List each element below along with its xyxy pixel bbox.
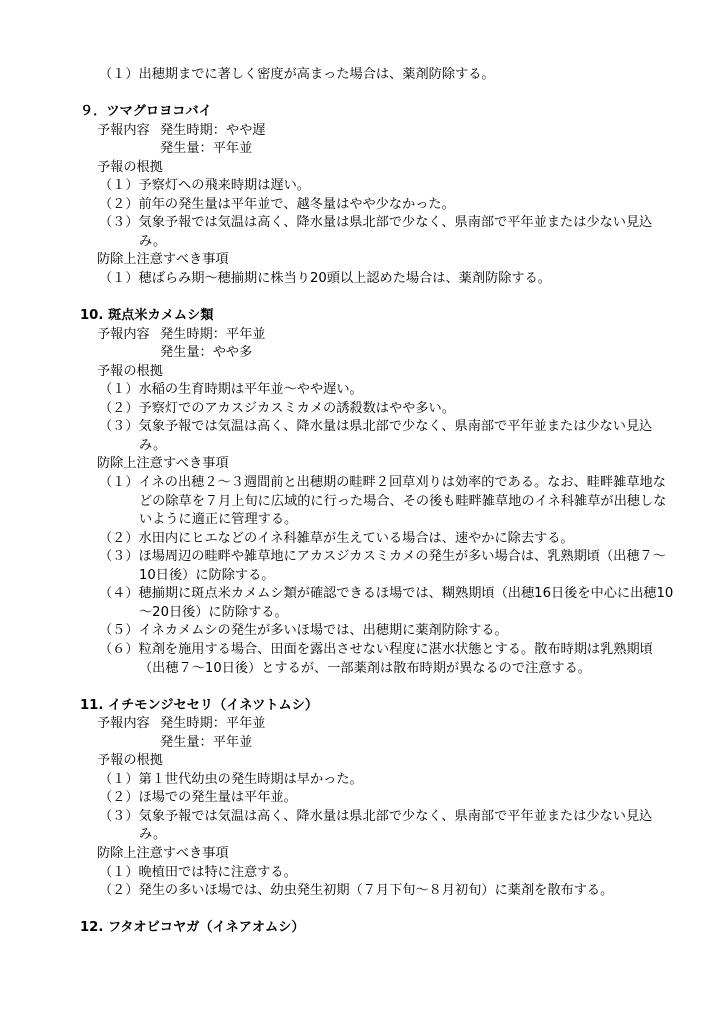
list-item-text: （１）晩植田では特に注意する。 — [99, 864, 297, 880]
list-item-text: （２）ほ場での発生量は平年並。 — [99, 790, 297, 806]
forecast-timing: 発生時期：やや遅 — [160, 122, 266, 138]
list-item — [0, 585, 724, 622]
forecast-row — [0, 715, 724, 734]
list-item — [0, 214, 724, 251]
forecast-timing: 発生時期：平年並 — [160, 716, 266, 732]
list-item — [0, 177, 724, 196]
list-item — [0, 641, 724, 678]
section — [0, 919, 724, 938]
list-item-text: （１）予察灯への飛来時期は遅い。 — [99, 178, 310, 194]
list-item — [0, 864, 724, 883]
list-item-text: （１）出穂期までに著しく密度が高まった場合は、薬剤防除する。 — [99, 67, 495, 82]
list-item-continuation: み。 — [139, 233, 167, 249]
list-item-text: （３）気象予報では気温は高く、降水量は県北部で少なく、県南部で平年並または少ない見込 — [99, 419, 653, 435]
list-item-text: （４）穂揃期に斑点米カメムシ類が確認できるほ場では、糊熟期頃（出穂16日後を中心に出穂10 — [99, 586, 674, 602]
list-item-text: （２）予察灯でのアカスジカスミカメの誘殺数はやや多い。 — [99, 400, 455, 416]
basis-heading: 予報の根拠 — [97, 753, 163, 769]
list-item-text: （３）気象予報では気温は高く、降水量は県北部で少なく、県南部で平年並または少ない見込 — [99, 215, 653, 231]
section-heading: 12. フタオビコヤガ（イネアオムシ） — [80, 920, 305, 936]
list-item-text: （１）第１世代幼虫の発生時期は早かった。 — [99, 771, 363, 787]
list-item-continuation: み。 — [139, 827, 167, 843]
list-item-text: （６）粒剤を施用する場合、田面を露出させない程度に湛水状態とする。散布時期は乳熟期頃 — [99, 641, 653, 657]
list-item-text: （１）イネの出穂２～３週間前と出穂期の畦畔２回草刈りは効率的である。なお、畦畔雑草地な — [99, 475, 666, 491]
forecast-row — [0, 326, 724, 345]
section — [0, 307, 724, 678]
forecast-row — [0, 122, 724, 141]
list-item — [0, 622, 724, 641]
section-heading: ９．ツマグロヨコバイ — [80, 104, 212, 120]
list-item-text: （３）ほ場周辺の畦畔や雑草地にアカスジカスミカメの発生が多い場合は、乳熟期頃（出穂７～ — [99, 549, 666, 565]
forecast-label: 予報内容 — [97, 122, 150, 138]
section — [0, 697, 724, 901]
list-item — [0, 400, 724, 419]
list-item-continuation: み。 — [139, 437, 167, 453]
list-item-text: （３）気象予報では気温は高く、降水量は県北部で少なく、県南部で平年並または少ない見込 — [99, 808, 653, 824]
control-heading: 防除上注意すべき事項 — [97, 845, 229, 861]
list-item-text: （２）前年の発生量は平年並で、越冬量はやや少なかった。 — [99, 196, 455, 212]
list-item-text: （１）水稲の生育時期は平年並～やや遅い。 — [99, 382, 363, 398]
basis-heading: 予報の根拠 — [97, 159, 163, 175]
continued-item — [0, 66, 724, 85]
list-item — [0, 771, 724, 790]
forecast-label: 予報内容 — [97, 326, 150, 342]
list-item-continuation: （出穂７～10日後）とするが、一部薬剤は散布時期が異なるので注意する。 — [139, 660, 591, 676]
section — [0, 103, 724, 288]
list-item — [0, 789, 724, 808]
list-item — [0, 196, 724, 215]
control-heading: 防除上注意すべき事項 — [97, 456, 229, 472]
forecast-amount: 発生量：平年並 — [160, 734, 253, 750]
list-item — [0, 808, 724, 845]
list-item-continuation: 10日後）に防除する。 — [139, 567, 275, 583]
control-heading: 防除上注意すべき事項 — [97, 252, 229, 268]
list-item-text: （５）イネカメムシの発生が多いほ場では、出穂期に薬剤防除する。 — [99, 623, 508, 639]
list-item-continuation: どの除草を７月上旬に広域的に行った場合、その後も畦畔雑草地のイネ科雑草が出穂しな — [139, 493, 667, 509]
list-item — [0, 882, 724, 901]
list-item — [0, 418, 724, 455]
list-item — [0, 548, 724, 585]
list-item-continuation: ～20日後）に防除する。 — [139, 604, 288, 620]
forecast-timing: 発生時期：平年並 — [160, 326, 266, 342]
forecast-label: 予報内容 — [97, 716, 150, 732]
list-item-continuation: いように適正に管理する。 — [139, 512, 298, 528]
forecast-amount: 発生量：平年並 — [160, 141, 253, 157]
list-item-text: （２）水田内にヒエなどのイネ科雑草が生えている場合は、速やかに除去する。 — [99, 530, 574, 546]
list-item — [0, 474, 724, 530]
forecast-amount: 発生量：やや多 — [160, 345, 253, 361]
list-item — [0, 270, 724, 289]
list-item — [0, 530, 724, 549]
list-item — [0, 381, 724, 400]
section-heading: 10. 斑点米カメムシ類 — [80, 308, 214, 324]
section-heading: 11. イチモンジセセリ（イネツトムシ） — [80, 697, 319, 713]
document-body — [0, 66, 724, 938]
basis-heading: 予報の根拠 — [97, 363, 163, 379]
list-item-text: （１）穂ばらみ期～穂揃期に株当り20頭以上認めた場合は、薬剤防除する。 — [99, 271, 551, 287]
list-item-text: （２）発生の多いほ場では、幼虫発生初期（７月下旬～８月初旬）に薬剤を散布する。 — [99, 883, 614, 899]
